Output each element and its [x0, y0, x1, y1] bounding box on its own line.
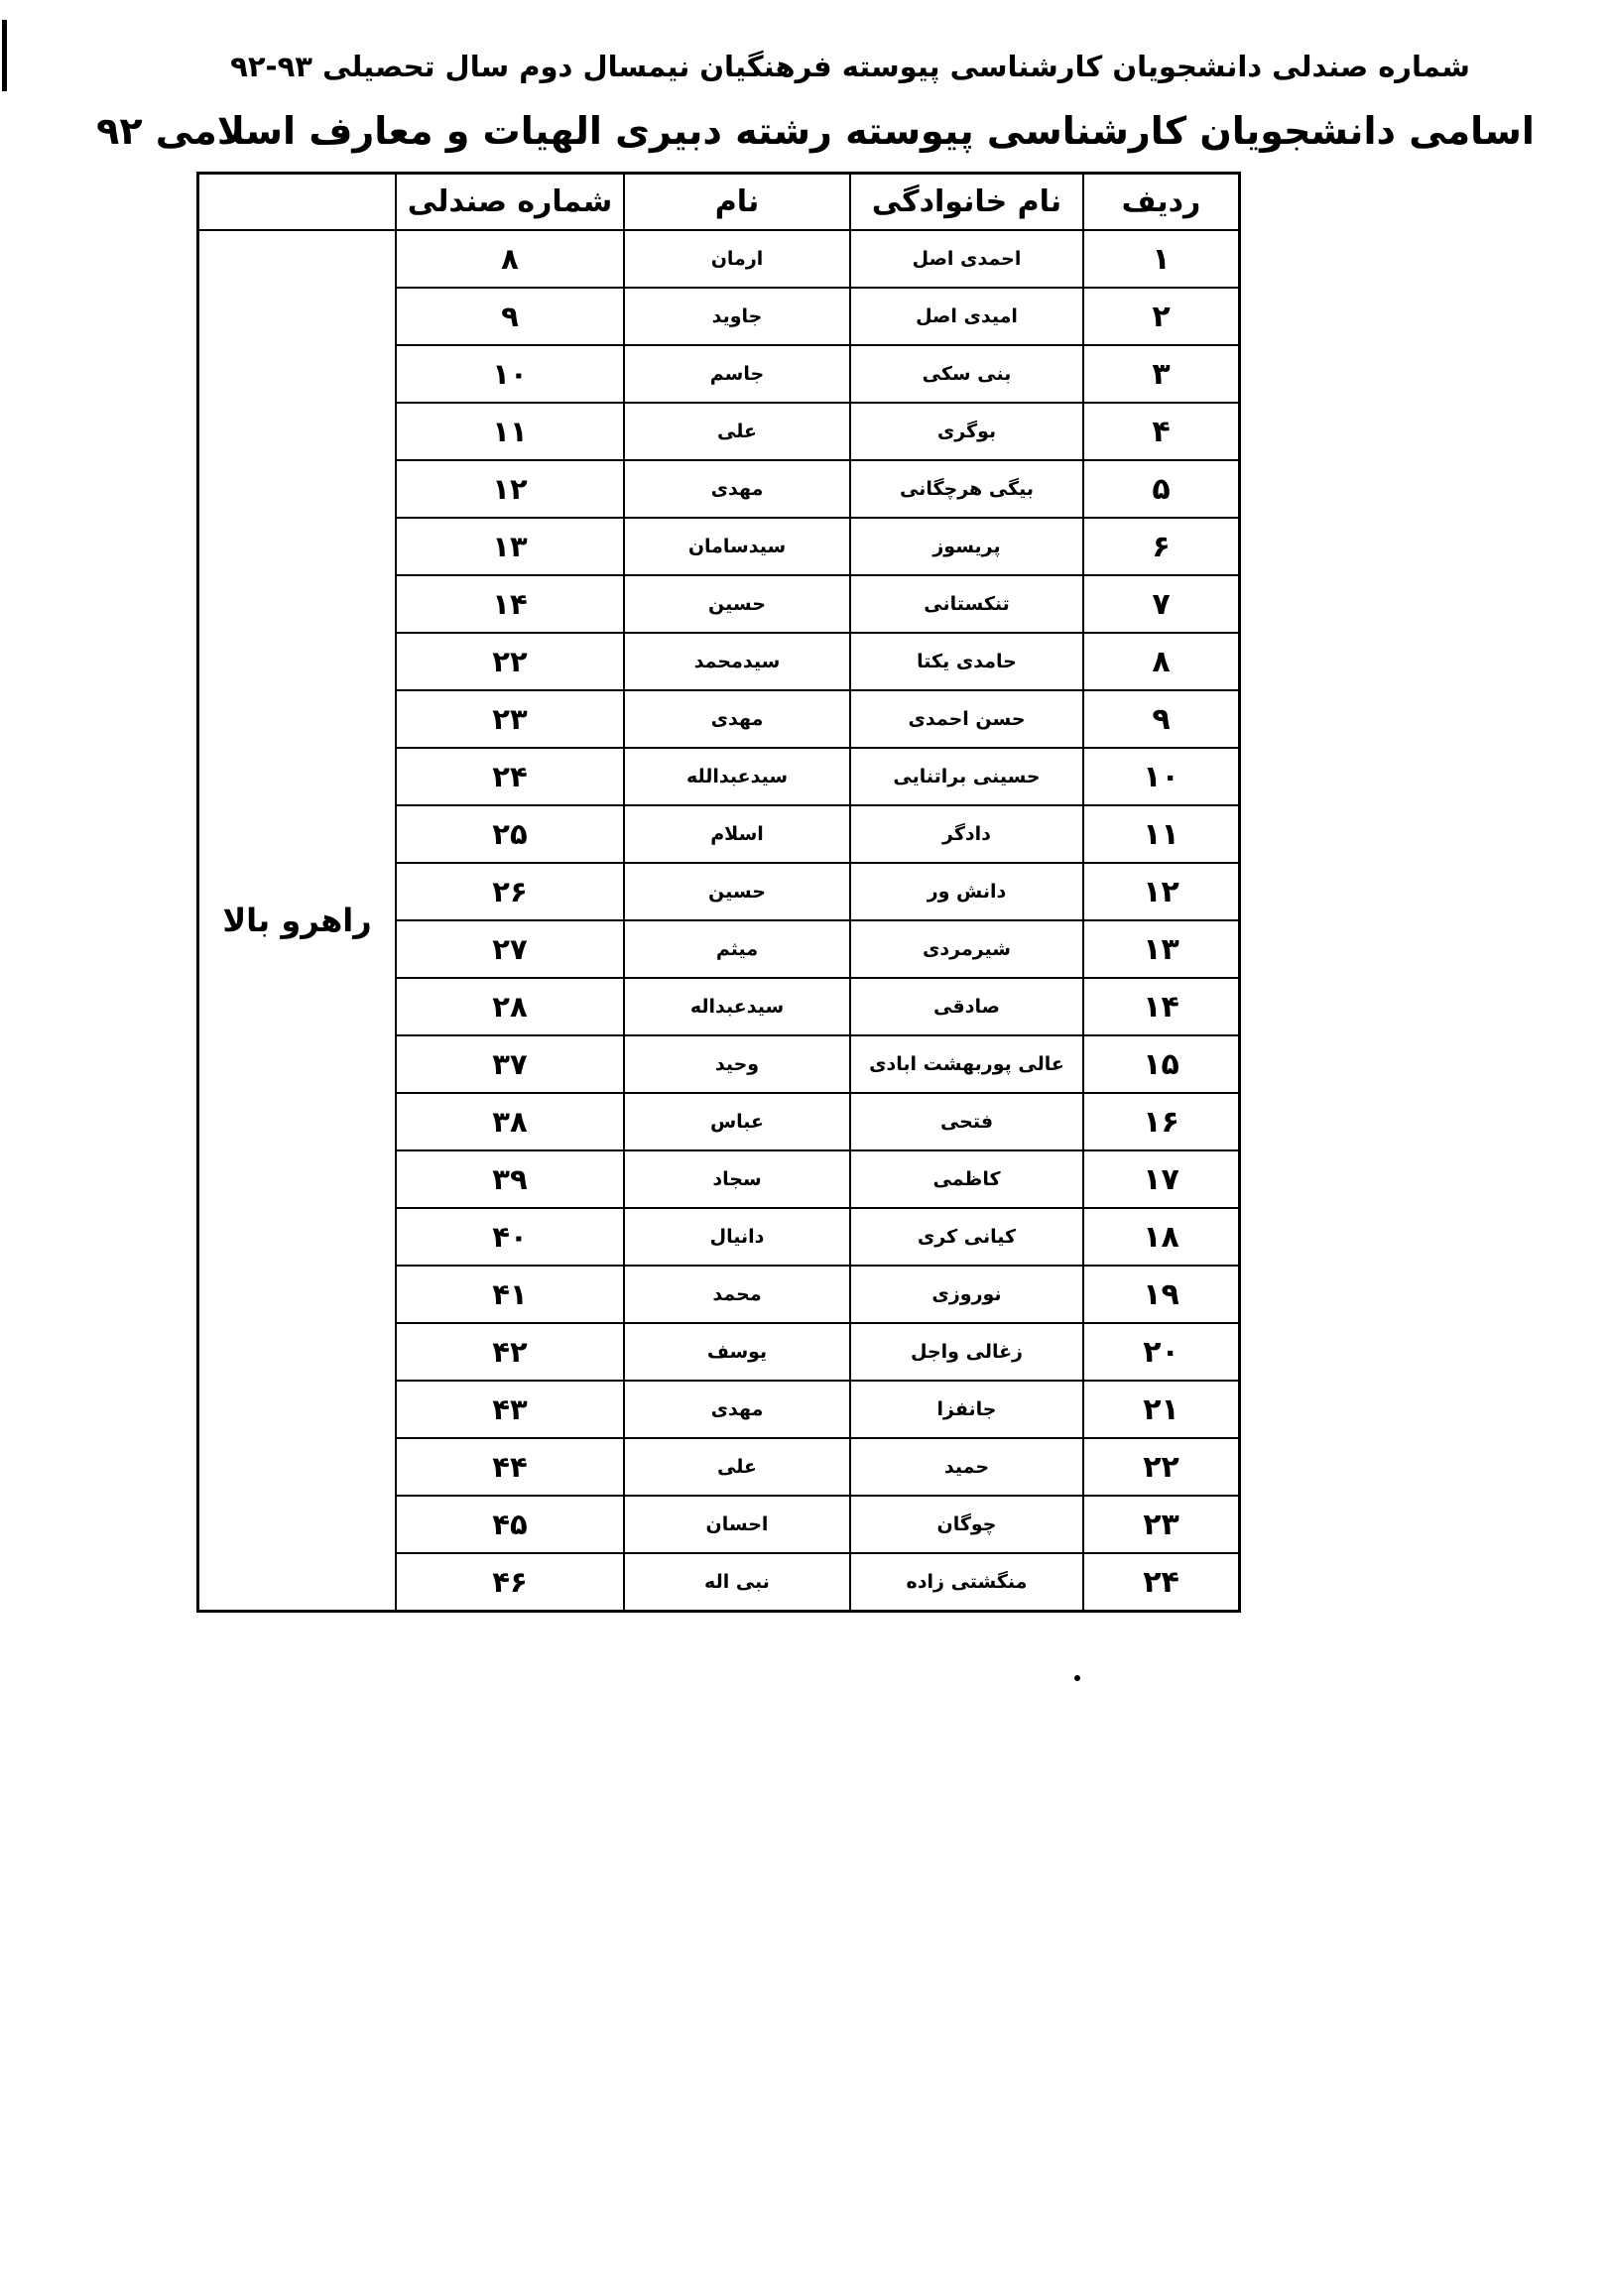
seat-number-cell: ۳۸ [396, 1093, 624, 1150]
row-number-cell: ۱۳ [1083, 920, 1240, 978]
row-number-cell: ۱۹ [1083, 1266, 1240, 1323]
seat-number-cell: ۸ [396, 230, 624, 288]
location-cell: راهرو بالا [198, 230, 397, 1612]
seat-number-cell: ۴۵ [396, 1496, 624, 1553]
seat-number-cell: ۴۴ [396, 1438, 624, 1496]
seat-number-cell: ۱۱ [396, 403, 624, 460]
family-name-cell: بیگی هرچگانی [850, 460, 1083, 518]
seat-number-cell: ۲۳ [396, 690, 624, 748]
family-name-cell: منگشتی زاده [850, 1553, 1083, 1612]
first-name-cell: دانیال [624, 1208, 850, 1266]
seat-number-cell: ۴۲ [396, 1323, 624, 1381]
first-name-cell: احسان [624, 1496, 850, 1553]
first-name-cell: سجاد [624, 1150, 850, 1208]
family-name-cell: صادقی [850, 978, 1083, 1035]
family-name-cell: احمدی اصل [850, 230, 1083, 288]
first-name-cell: میثم [624, 920, 850, 978]
row-number-cell: ۷ [1083, 575, 1240, 633]
row-number-cell: ۲۳ [1083, 1496, 1240, 1553]
family-name-cell: امیدی اصل [850, 288, 1083, 345]
family-name-cell: حامدی یکتا [850, 633, 1083, 690]
seat-number-cell: ۴۰ [396, 1208, 624, 1266]
document-title: شماره صندلی دانشجویان کارشناسی پیوسته فرهنگیان نیمسال دوم سال تحصیلی ۹۳-۹۲ [230, 50, 1470, 83]
first-name-cell: سیدمحمد [624, 633, 850, 690]
location-header-blank [198, 174, 397, 231]
first-name-cell: یوسف [624, 1323, 850, 1381]
column-header-row-number: ردیف [1083, 174, 1240, 231]
seat-number-cell: ۳۷ [396, 1035, 624, 1093]
seat-number-cell: ۲۴ [396, 748, 624, 805]
row-number-cell: ۱۷ [1083, 1150, 1240, 1208]
first-name-cell: وحید [624, 1035, 850, 1093]
seat-number-cell: ۲۸ [396, 978, 624, 1035]
row-number-cell: ۳ [1083, 345, 1240, 403]
family-name-cell: حمید [850, 1438, 1083, 1496]
seat-number-cell: ۲۷ [396, 920, 624, 978]
seat-number-cell: ۱۴ [396, 575, 624, 633]
first-name-cell: جاوید [624, 288, 850, 345]
family-name-cell: کیانی کری [850, 1208, 1083, 1266]
first-name-cell: علی [624, 403, 850, 460]
row-number-cell: ۲۱ [1083, 1381, 1240, 1438]
seat-number-cell: ۳۹ [396, 1150, 624, 1208]
row-number-cell: ۱۸ [1083, 1208, 1240, 1266]
row-number-cell: ۲ [1083, 288, 1240, 345]
family-name-cell: دانش ور [850, 863, 1083, 920]
family-name-cell: نوروزی [850, 1266, 1083, 1323]
column-header-first-name: نام [624, 174, 850, 231]
table-row [198, 230, 1240, 288]
row-number-cell: ۲۰ [1083, 1323, 1240, 1381]
row-number-cell: ۶ [1083, 518, 1240, 575]
row-number-cell: ۲۴ [1083, 1553, 1240, 1612]
family-name-cell: تنکستانی [850, 575, 1083, 633]
family-name-cell: زغالی واجل [850, 1323, 1083, 1381]
seat-number-cell: ۲۵ [396, 805, 624, 863]
first-name-cell: علی [624, 1438, 850, 1496]
first-name-cell: محمد [624, 1266, 850, 1323]
row-number-cell: ۱۲ [1083, 863, 1240, 920]
family-name-cell: بوگری [850, 403, 1083, 460]
seat-number-cell: ۴۱ [396, 1266, 624, 1323]
family-name-cell: عالی پوربهشت ابادی [850, 1035, 1083, 1093]
first-name-cell: سیدعبدالله [624, 748, 850, 805]
seat-number-cell: ۴۳ [396, 1381, 624, 1438]
family-name-cell: شیرمردی [850, 920, 1083, 978]
first-name-cell: حسین [624, 575, 850, 633]
row-number-cell: ۱ [1083, 230, 1240, 288]
seat-number-cell: ۴۶ [396, 1553, 624, 1612]
first-name-cell: مهدی [624, 690, 850, 748]
first-name-cell: حسین [624, 863, 850, 920]
first-name-cell: مهدی [624, 1381, 850, 1438]
row-number-cell: ۱۱ [1083, 805, 1240, 863]
table-body [198, 230, 1240, 1612]
column-header-family-name: نام خانوادگی [850, 174, 1083, 231]
row-number-cell: ۵ [1083, 460, 1240, 518]
seating-table [196, 172, 1241, 1613]
seating-table-container [196, 172, 1241, 1613]
family-name-cell: دادگر [850, 805, 1083, 863]
family-name-cell: چوگان [850, 1496, 1083, 1553]
first-name-cell: نبی اله [624, 1553, 850, 1612]
row-number-cell: ۹ [1083, 690, 1240, 748]
first-name-cell: جاسم [624, 345, 850, 403]
row-number-cell: ۴ [1083, 403, 1240, 460]
family-name-cell: حسن احمدی [850, 690, 1083, 748]
seat-number-cell: ۹ [396, 288, 624, 345]
row-number-cell: ۱۵ [1083, 1035, 1240, 1093]
row-number-cell: ۱۴ [1083, 978, 1240, 1035]
family-name-cell: بنی سکی [850, 345, 1083, 403]
family-name-cell: پریسوز [850, 518, 1083, 575]
row-number-cell: ۱۰ [1083, 748, 1240, 805]
first-name-cell: مهدی [624, 460, 850, 518]
seat-number-cell: ۲۶ [396, 863, 624, 920]
first-name-cell: سیدسامان [624, 518, 850, 575]
family-name-cell: فتحی [850, 1093, 1083, 1150]
first-name-cell: ارمان [624, 230, 850, 288]
family-name-cell: جانفزا [850, 1381, 1083, 1438]
first-name-cell: عباس [624, 1093, 850, 1150]
seat-number-cell: ۲۲ [396, 633, 624, 690]
seat-number-cell: ۱۰ [396, 345, 624, 403]
row-number-cell: ۲۲ [1083, 1438, 1240, 1496]
first-name-cell: اسلام [624, 805, 850, 863]
first-name-cell: سیدعبداله [624, 978, 850, 1035]
row-number-cell: ۱۶ [1083, 1093, 1240, 1150]
table-header-row [198, 174, 1240, 231]
seat-number-cell: ۱۳ [396, 518, 624, 575]
column-header-seat-number: شماره صندلی [396, 174, 624, 231]
document-subtitle: اسامی دانشجویان کارشناسی پیوسته رشته دبیری الهیات و معارف اسلامی ۹۲ [96, 109, 1535, 153]
seat-number-cell: ۱۲ [396, 460, 624, 518]
family-name-cell: حسینی براتنایی [850, 748, 1083, 805]
family-name-cell: کاظمی [850, 1150, 1083, 1208]
row-number-cell: ۸ [1083, 633, 1240, 690]
stray-dot-mark [1074, 1675, 1080, 1681]
